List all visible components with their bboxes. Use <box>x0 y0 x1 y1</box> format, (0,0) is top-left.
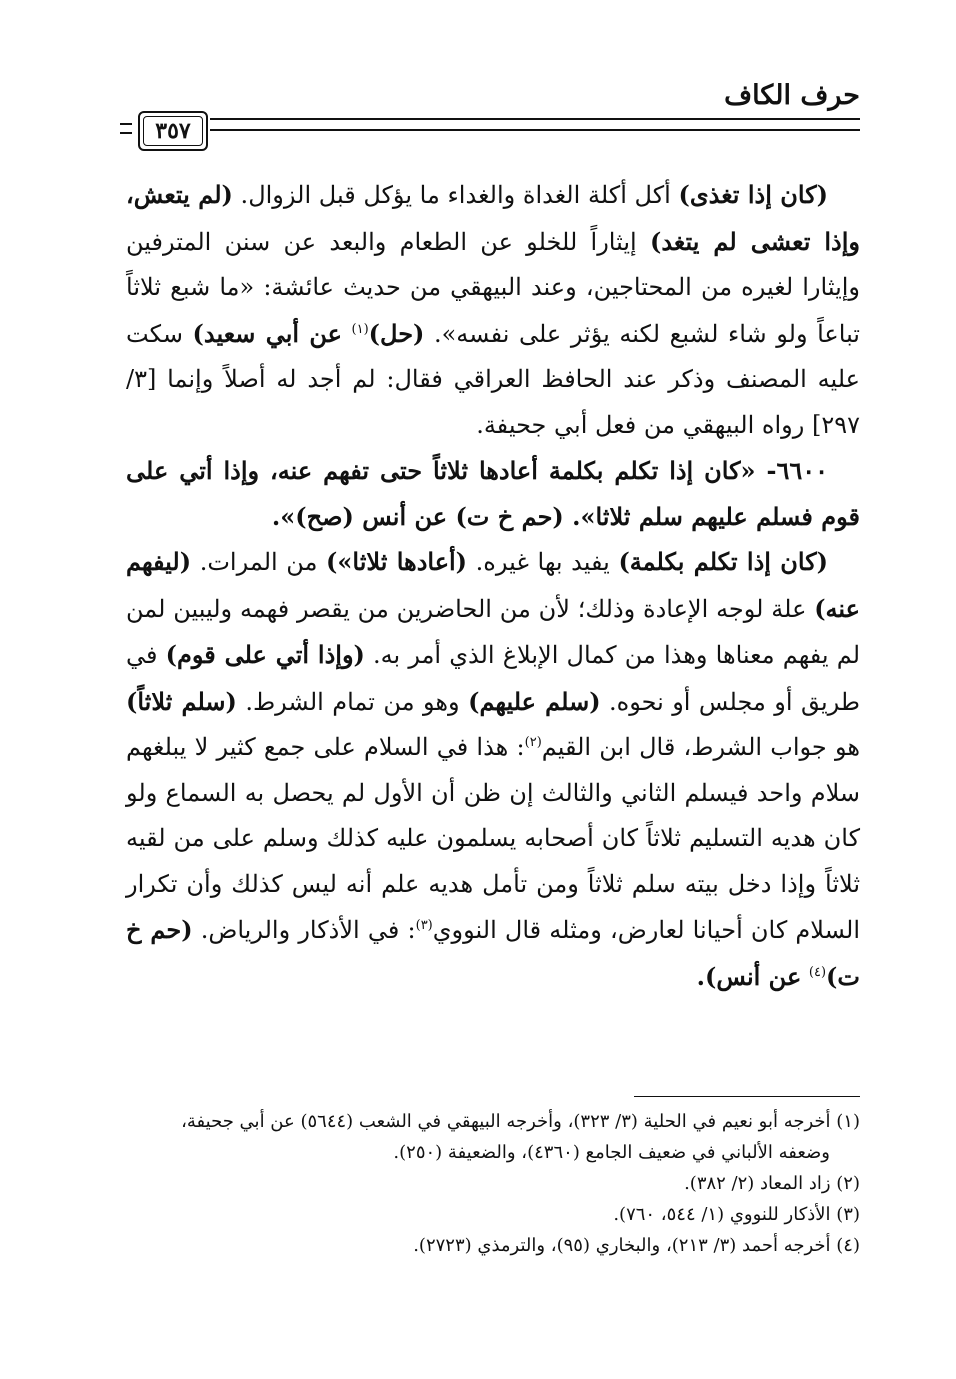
page-number-frame <box>138 111 208 151</box>
footnote-line: (١) أخرجه أبو نعيم في الحلية (٣/ ٣٢٣)، وأخرجه البيهقي في الشعب (٥٦٤٤) عن أبي جحيفة، <box>181 1111 860 1132</box>
footnote-line: وضعفه الألباني في ضعيف الجامع (٤٣٦٠)، والضعيفة (٢٥٠). <box>393 1142 830 1163</box>
commentary-span: يفيد بها غيره. <box>467 548 619 576</box>
commentary-span: في طريق أو مجلس أو نحوه. <box>126 641 860 716</box>
footnote-separator <box>634 1096 860 1097</box>
matn-quote: ٦٦٠٠- «كان إذا تكلم بكلمة أعادها ثلاثاً حتى تفهم عنه، وإذا أتي على قوم فسلم عليهم سلم ثلاثا». (حم خ ت) عن أنس (صح)». <box>126 456 860 531</box>
matn-quote: (حل) <box>368 318 425 348</box>
matn-quote: (حم خ ت) <box>126 915 860 991</box>
commentary-span: أكل أكلة الغداة والغداء ما يؤكل قبل الزوال. <box>232 181 679 209</box>
commentary-span <box>801 963 809 991</box>
commentary-span: : هذا في السلام على جمع كثير لا يبلغهم سلام واحد فيسلم الثاني والثالث إن ظن أن الأول لم يحصل به السماع ولو كان هديه التسليم ثلاثاً كان أصحابه يسلمون عليه كذلك وسلم على من لقيه ثلاثاً وإذا دخل بيته سلم ثلاثاً ومن تأمل هديه علم أنه ليس كذلك وأن تكرار السلام كان أحيانا لعارض، ومثله قال النووي <box>126 733 861 944</box>
commentary-span <box>342 320 352 348</box>
footnote-marker: (١) <box>351 321 369 337</box>
footnote-marker: (٣) <box>415 918 433 933</box>
footnote-marker: (٢) <box>524 735 542 750</box>
matn-quote: (لم يتعش، وإذا تعشى لم يتغد) <box>126 180 860 256</box>
matn-quote: (كان إذا تكلم بكلمة) <box>618 547 829 576</box>
footnote-line: (٤) أخرجه أحمد (٣/ ٢١٣)، والبخاري (٩٥)، والترمذي (٢٧٢٣). <box>413 1235 860 1256</box>
matn-quote: عن أبي سعيد) <box>192 318 342 348</box>
commentary-paragraph <box>126 539 860 1000</box>
commentary-span: علة لوجه الإعادة وذلك؛ لأن من الحاضرين من يقصر فهمه وليبين لمن لم يفهم معناها وهذا من كمال الإبلاغ الذي أمر به. <box>126 594 861 669</box>
header-dash-ornament <box>120 123 132 134</box>
commentary-span: سكت عليه المصنف وذكر عند الحافظ العراقي فقال: لم أجد له أصلاً وإنما [٣/ ٢٩٧] رواه البيهقي من فعل أبي جحيفة. <box>126 319 860 439</box>
matn-quote: (كان إذا تغذى) <box>678 180 829 209</box>
commentary-span: : في الأذكار والرياض. <box>192 916 416 944</box>
matn-quote: (سلم عليهم) <box>468 686 601 716</box>
matn-quote: (سلم ثلاثاً) <box>126 686 237 716</box>
commentary-span: وهو من تمام الشرط. <box>236 687 469 716</box>
commentary-span: من المرات. <box>191 548 327 576</box>
commentary-span: هو جواب الشرط، قال ابن القيم <box>541 733 860 761</box>
header-rule <box>210 118 860 131</box>
matn-quote: عن أنس). <box>696 961 802 991</box>
matn-quote: (وإذا أتي على قوم) <box>165 640 365 669</box>
footnote-marker: (٤) <box>808 964 827 980</box>
commentary-paragraph <box>126 172 860 448</box>
commentary-text <box>126 172 860 1000</box>
footnote-line: (٣) الأذكار للنووي (١/ ٥٤٤، ٧٦٠). <box>613 1204 860 1225</box>
footnotes <box>126 1106 860 1261</box>
matn-quote: (أعادها ثلاثا») <box>326 547 468 576</box>
matn-quote: (ليفهم عنه) <box>126 547 860 623</box>
page-header-title: حرف الكاف <box>724 80 860 111</box>
commentary-span: إيثاراً للخلو عن الطعام والبعد عن سنن المترفين وإيثارا لغيره من المحتاجين، وعند البيهقي من حديث عائشة: «ما شبع ثلاثاً تباعاً ولو شاء لشبع لكنه يؤثر على نفسه». <box>126 227 860 348</box>
page-number: ٣٥٧ <box>155 118 191 144</box>
hadith-entry-6600 <box>126 448 860 539</box>
footnote-line: (٢) زاد المعاد (٢/ ٣٨٢). <box>684 1173 860 1194</box>
